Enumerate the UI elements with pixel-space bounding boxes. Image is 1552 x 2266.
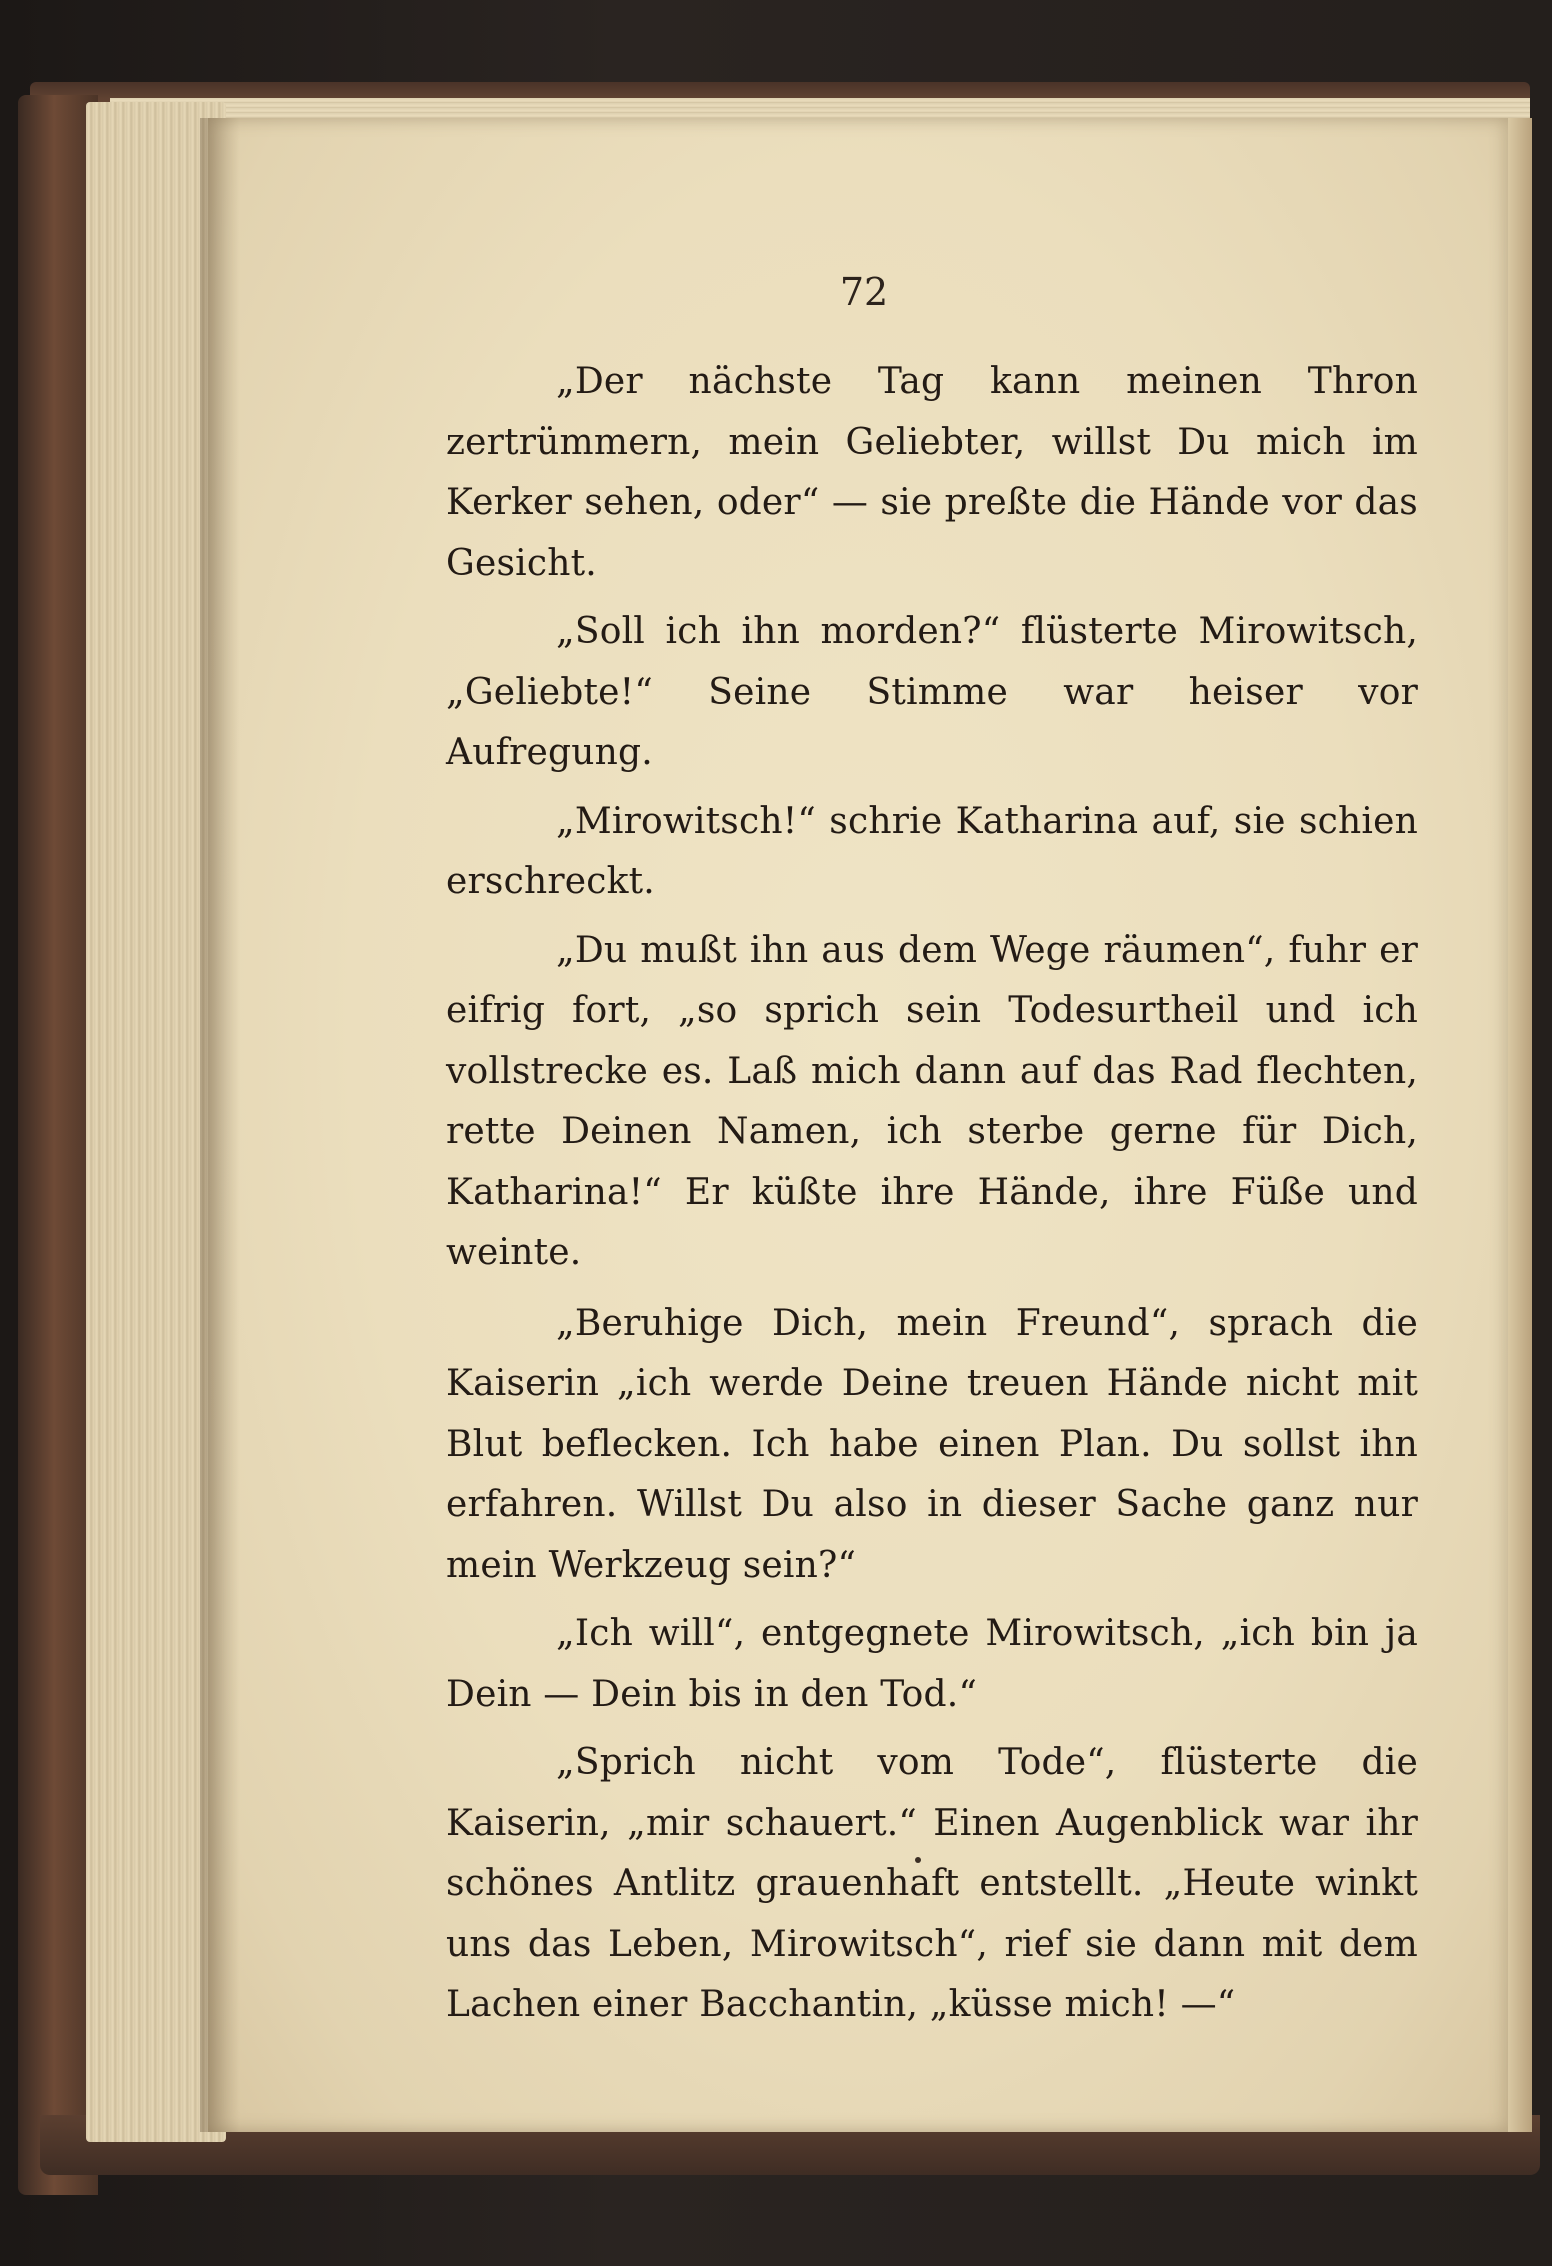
paragraph: „Mirowitsch!“ schrie Katharina auf, sie schien erschreckt. (446, 800, 1418, 902)
paragraph: „Du mußt ihn aus dem Wege räumen“, fuhr er eifrig fort, „so sprich sein Todesurtheil und ich vollstrecke es. Laß mich dann auf das Rad flechten, rette Deinen Namen, ich sterbe gerne für Dich, Katharina!“ Er küßte ihre Hände, ihre Füße und weinte. (446, 929, 1418, 1273)
paragraph: „Beruhige Dich, mein Freund“, sprach die Kaiserin „ich werde Deine treuen Hände nicht mit Blut beflecken. Ich habe einen Plan. Du sollst ihn erfahren. Willst Du also in dieser Sache ganz nur mein Werkzeug sein?“ (446, 1302, 1418, 1586)
page-text (446, 352, 1418, 2044)
page-number: 72 (839, 270, 889, 314)
ink-speck (915, 1857, 921, 1863)
paragraph: „Soll ich ihn morden?“ flüsterte Mirowitsch, „Geliebte!“ Seine Stimme war heiser vor Aufregung. (446, 611, 1418, 773)
page-right-edge (1508, 118, 1532, 2132)
paragraph: „Ich will“, entgegnete Mirowitsch, „ich bin ja Dein — Dein bis in den Tod.“ (446, 1613, 1418, 1715)
paragraph: „Der nächste Tag kann meinen Thron zertrümmern, mein Geliebter, willst Du mich im Kerker sehen, oder“ — sie preßte die Hände vor das Gesicht. (446, 361, 1418, 584)
paragraph: „Sprich nicht vom Tode“, flüsterte die Kaiserin, „mir schauert.“ Einen Augenblick war ihr schönes Antlitz grauenhaft entstellt. „Heute winkt uns das Leben, Mirowitsch“, rief sie dann mit dem Lachen einer Bacchantin, „küsse mich! —“ (446, 1742, 1418, 2025)
gutter-shadow (200, 118, 240, 2132)
